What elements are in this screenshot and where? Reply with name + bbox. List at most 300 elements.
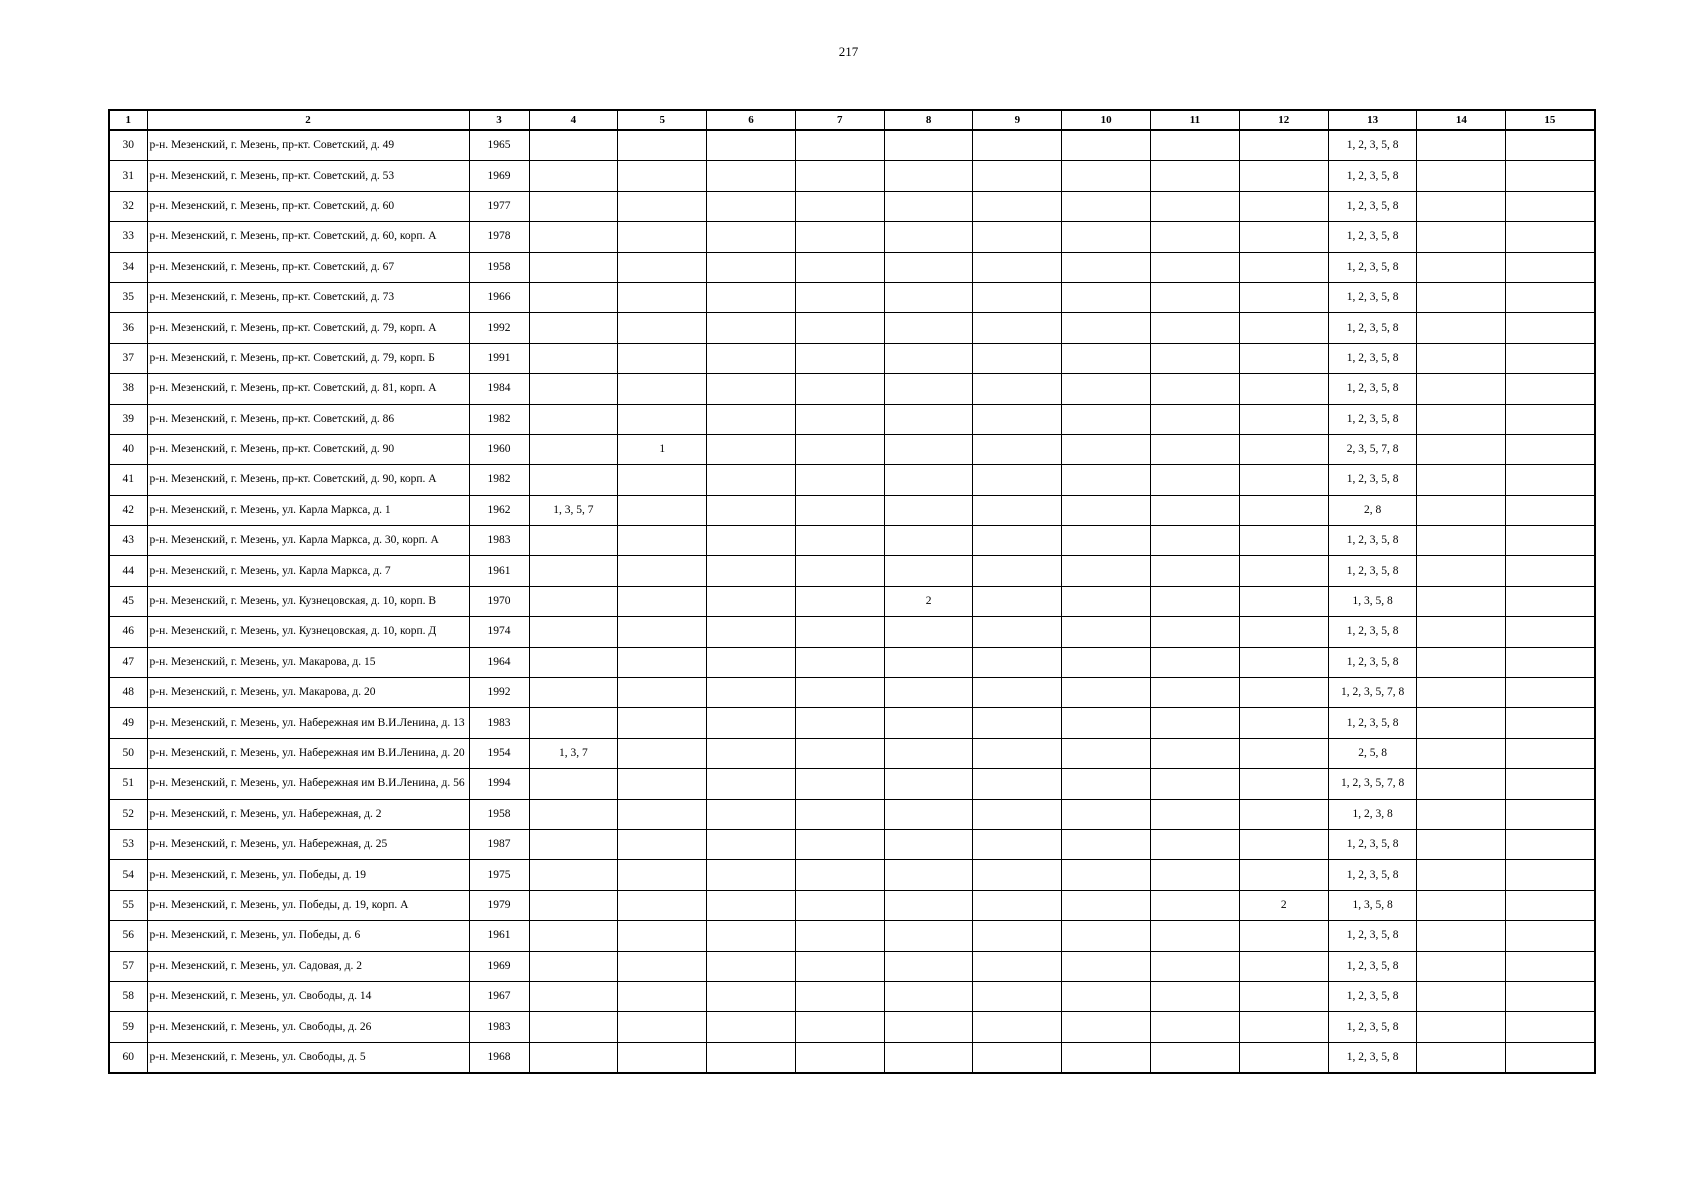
column-6-cell bbox=[707, 526, 796, 556]
column-7-cell bbox=[795, 829, 884, 859]
table-row bbox=[109, 647, 1595, 677]
column-12-cell bbox=[1239, 769, 1328, 799]
column-12-cell bbox=[1239, 313, 1328, 343]
column-14-cell bbox=[1417, 130, 1506, 161]
column-9-cell bbox=[973, 556, 1062, 586]
column-8-cell bbox=[884, 860, 973, 890]
column-header-4: 4 bbox=[529, 110, 618, 130]
column-header-2: 2 bbox=[147, 110, 469, 130]
row-number-cell: 49 bbox=[109, 708, 147, 738]
column-8-cell bbox=[884, 526, 973, 556]
column-12-cell bbox=[1239, 465, 1328, 495]
column-4-cell bbox=[529, 222, 618, 252]
column-5-cell bbox=[618, 161, 707, 191]
address-cell: р-н. Мезенский, г. Мезень, пр-кт. Советский, д. 73 bbox=[147, 282, 469, 312]
column-12-cell bbox=[1239, 191, 1328, 221]
address-cell: р-н. Мезенский, г. Мезень, ул. Кузнецовская, д. 10, корп. Д bbox=[147, 617, 469, 647]
column-15-cell bbox=[1506, 860, 1595, 890]
column-8-cell bbox=[884, 1042, 973, 1073]
column-5-cell bbox=[618, 191, 707, 221]
table-row bbox=[109, 313, 1595, 343]
column-14-cell bbox=[1417, 374, 1506, 404]
year-cell: 1977 bbox=[469, 191, 529, 221]
column-13-cell: 1, 2, 3, 5, 8 bbox=[1328, 191, 1417, 221]
column-11-cell bbox=[1151, 617, 1240, 647]
column-13-cell: 1, 2, 3, 5, 8 bbox=[1328, 708, 1417, 738]
table-row bbox=[109, 130, 1595, 161]
column-13-cell: 2, 3, 5, 7, 8 bbox=[1328, 434, 1417, 464]
column-9-cell bbox=[973, 343, 1062, 373]
column-6-cell bbox=[707, 191, 796, 221]
column-11-cell bbox=[1151, 374, 1240, 404]
table-row bbox=[109, 890, 1595, 920]
column-10-cell bbox=[1062, 130, 1151, 161]
column-11-cell bbox=[1151, 586, 1240, 616]
column-12-cell bbox=[1239, 1012, 1328, 1042]
address-cell: р-н. Мезенский, г. Мезень, ул. Карла Маркса, д. 30, корп. А bbox=[147, 526, 469, 556]
column-5-cell bbox=[618, 860, 707, 890]
address-cell: р-н. Мезенский, г. Мезень, пр-кт. Советский, д. 79, корп. Б bbox=[147, 343, 469, 373]
column-15-cell bbox=[1506, 829, 1595, 859]
column-13-cell: 1, 2, 3, 5, 8 bbox=[1328, 829, 1417, 859]
column-6-cell bbox=[707, 313, 796, 343]
column-8-cell bbox=[884, 678, 973, 708]
column-5-cell bbox=[618, 769, 707, 799]
column-15-cell bbox=[1506, 678, 1595, 708]
column-8-cell bbox=[884, 191, 973, 221]
column-12-cell bbox=[1239, 161, 1328, 191]
column-9-cell bbox=[973, 738, 1062, 768]
column-header-12: 12 bbox=[1239, 110, 1328, 130]
column-14-cell bbox=[1417, 1042, 1506, 1073]
column-15-cell bbox=[1506, 434, 1595, 464]
column-6-cell bbox=[707, 678, 796, 708]
table-row bbox=[109, 374, 1595, 404]
column-5-cell bbox=[618, 617, 707, 647]
column-7-cell bbox=[795, 981, 884, 1011]
column-14-cell bbox=[1417, 526, 1506, 556]
column-9-cell bbox=[973, 951, 1062, 981]
column-5-cell bbox=[618, 374, 707, 404]
column-6-cell bbox=[707, 981, 796, 1011]
row-number-cell: 42 bbox=[109, 495, 147, 525]
year-cell: 1992 bbox=[469, 313, 529, 343]
column-6-cell bbox=[707, 647, 796, 677]
column-15-cell bbox=[1506, 921, 1595, 951]
table-row bbox=[109, 1012, 1595, 1042]
column-11-cell bbox=[1151, 313, 1240, 343]
column-4-cell bbox=[529, 981, 618, 1011]
column-4-cell bbox=[529, 191, 618, 221]
column-6-cell bbox=[707, 586, 796, 616]
table-row bbox=[109, 951, 1595, 981]
column-header-9: 9 bbox=[973, 110, 1062, 130]
address-cell: р-н. Мезенский, г. Мезень, ул. Садовая, д. 2 bbox=[147, 951, 469, 981]
row-number-cell: 52 bbox=[109, 799, 147, 829]
column-14-cell bbox=[1417, 890, 1506, 920]
address-cell: р-н. Мезенский, г. Мезень, пр-кт. Советский, д. 90, корп. А bbox=[147, 465, 469, 495]
column-12-cell bbox=[1239, 981, 1328, 1011]
address-cell: р-н. Мезенский, г. Мезень, пр-кт. Советский, д. 53 bbox=[147, 161, 469, 191]
year-cell: 1961 bbox=[469, 556, 529, 586]
table-row bbox=[109, 1042, 1595, 1073]
column-9-cell bbox=[973, 252, 1062, 282]
column-10-cell bbox=[1062, 799, 1151, 829]
column-13-cell: 1, 2, 3, 5, 8 bbox=[1328, 1012, 1417, 1042]
column-5-cell bbox=[618, 282, 707, 312]
column-7-cell bbox=[795, 191, 884, 221]
column-14-cell bbox=[1417, 951, 1506, 981]
column-6-cell bbox=[707, 404, 796, 434]
column-9-cell bbox=[973, 465, 1062, 495]
column-8-cell bbox=[884, 343, 973, 373]
column-5-cell bbox=[618, 738, 707, 768]
year-cell: 1994 bbox=[469, 769, 529, 799]
column-10-cell bbox=[1062, 708, 1151, 738]
column-5-cell bbox=[618, 799, 707, 829]
table-row bbox=[109, 921, 1595, 951]
column-4-cell bbox=[529, 1042, 618, 1073]
row-number-cell: 48 bbox=[109, 678, 147, 708]
column-14-cell bbox=[1417, 769, 1506, 799]
page-number: 217 bbox=[838, 44, 859, 59]
column-11-cell bbox=[1151, 1012, 1240, 1042]
column-13-cell: 1, 2, 3, 5, 8 bbox=[1328, 860, 1417, 890]
table-row bbox=[109, 252, 1595, 282]
column-6-cell bbox=[707, 130, 796, 161]
column-5-cell bbox=[618, 981, 707, 1011]
column-15-cell bbox=[1506, 556, 1595, 586]
column-header-10: 10 bbox=[1062, 110, 1151, 130]
column-7-cell bbox=[795, 556, 884, 586]
column-10-cell bbox=[1062, 343, 1151, 373]
column-15-cell bbox=[1506, 951, 1595, 981]
column-8-cell bbox=[884, 921, 973, 951]
row-number-cell: 45 bbox=[109, 586, 147, 616]
column-9-cell bbox=[973, 678, 1062, 708]
address-cell: р-н. Мезенский, г. Мезень, ул. Набережная им В.И.Ленина, д. 20 bbox=[147, 738, 469, 768]
column-9-cell bbox=[973, 647, 1062, 677]
address-cell: р-н. Мезенский, г. Мезень, пр-кт. Советский, д. 49 bbox=[147, 130, 469, 161]
row-number-cell: 32 bbox=[109, 191, 147, 221]
column-11-cell bbox=[1151, 282, 1240, 312]
column-12-cell bbox=[1239, 404, 1328, 434]
column-14-cell bbox=[1417, 678, 1506, 708]
column-10-cell bbox=[1062, 647, 1151, 677]
column-7-cell bbox=[795, 374, 884, 404]
table-row bbox=[109, 708, 1595, 738]
row-number-cell: 37 bbox=[109, 343, 147, 373]
column-14-cell bbox=[1417, 829, 1506, 859]
column-12-cell bbox=[1239, 586, 1328, 616]
column-10-cell bbox=[1062, 282, 1151, 312]
column-9-cell bbox=[973, 526, 1062, 556]
column-10-cell bbox=[1062, 860, 1151, 890]
column-11-cell bbox=[1151, 708, 1240, 738]
column-15-cell bbox=[1506, 708, 1595, 738]
column-8-cell bbox=[884, 981, 973, 1011]
column-11-cell bbox=[1151, 799, 1240, 829]
table-row bbox=[109, 191, 1595, 221]
column-9-cell bbox=[973, 860, 1062, 890]
column-13-cell: 1, 2, 3, 5, 8 bbox=[1328, 1042, 1417, 1073]
year-cell: 1983 bbox=[469, 708, 529, 738]
column-14-cell bbox=[1417, 556, 1506, 586]
column-header-1: 1 bbox=[109, 110, 147, 130]
row-number-cell: 57 bbox=[109, 951, 147, 981]
column-13-cell: 1, 2, 3, 5, 8 bbox=[1328, 161, 1417, 191]
column-10-cell bbox=[1062, 981, 1151, 1011]
row-number-cell: 40 bbox=[109, 434, 147, 464]
column-15-cell bbox=[1506, 981, 1595, 1011]
column-6-cell bbox=[707, 708, 796, 738]
column-8-cell bbox=[884, 374, 973, 404]
table-row bbox=[109, 556, 1595, 586]
row-number-cell: 54 bbox=[109, 860, 147, 890]
column-15-cell bbox=[1506, 769, 1595, 799]
column-7-cell bbox=[795, 860, 884, 890]
column-13-cell: 1, 3, 5, 8 bbox=[1328, 890, 1417, 920]
column-9-cell bbox=[973, 282, 1062, 312]
address-cell: р-н. Мезенский, г. Мезень, ул. Победы, д. 19, корп. А bbox=[147, 890, 469, 920]
column-6-cell bbox=[707, 252, 796, 282]
column-13-cell: 1, 2, 3, 5, 8 bbox=[1328, 647, 1417, 677]
column-5-cell bbox=[618, 951, 707, 981]
column-9-cell bbox=[973, 617, 1062, 647]
column-7-cell bbox=[795, 252, 884, 282]
column-4-cell bbox=[529, 890, 618, 920]
column-6-cell bbox=[707, 556, 796, 586]
table-row bbox=[109, 222, 1595, 252]
column-7-cell bbox=[795, 161, 884, 191]
address-cell: р-н. Мезенский, г. Мезень, ул. Набережная им В.И.Ленина, д. 56 bbox=[147, 769, 469, 799]
column-7-cell bbox=[795, 526, 884, 556]
column-8-cell bbox=[884, 465, 973, 495]
column-15-cell bbox=[1506, 343, 1595, 373]
column-4-cell bbox=[529, 526, 618, 556]
row-number-cell: 58 bbox=[109, 981, 147, 1011]
column-13-cell: 1, 2, 3, 5, 8 bbox=[1328, 313, 1417, 343]
address-cell: р-н. Мезенский, г. Мезень, ул. Свободы, д. 5 bbox=[147, 1042, 469, 1073]
table-row bbox=[109, 526, 1595, 556]
column-12-cell: 2 bbox=[1239, 890, 1328, 920]
column-4-cell bbox=[529, 434, 618, 464]
column-6-cell bbox=[707, 282, 796, 312]
column-12-cell bbox=[1239, 495, 1328, 525]
column-7-cell bbox=[795, 222, 884, 252]
column-13-cell: 2, 8 bbox=[1328, 495, 1417, 525]
column-4-cell bbox=[529, 313, 618, 343]
column-header-15: 15 bbox=[1506, 110, 1595, 130]
column-15-cell bbox=[1506, 465, 1595, 495]
row-number-cell: 34 bbox=[109, 252, 147, 282]
column-13-cell: 1, 2, 3, 5, 7, 8 bbox=[1328, 769, 1417, 799]
column-11-cell bbox=[1151, 921, 1240, 951]
column-12-cell bbox=[1239, 829, 1328, 859]
column-13-cell: 1, 2, 3, 5, 8 bbox=[1328, 282, 1417, 312]
table-row bbox=[109, 465, 1595, 495]
column-7-cell bbox=[795, 647, 884, 677]
column-10-cell bbox=[1062, 374, 1151, 404]
column-4-cell bbox=[529, 1012, 618, 1042]
column-14-cell bbox=[1417, 647, 1506, 677]
column-14-cell bbox=[1417, 495, 1506, 525]
column-6-cell bbox=[707, 617, 796, 647]
column-6-cell bbox=[707, 860, 796, 890]
column-9-cell bbox=[973, 374, 1062, 404]
column-7-cell bbox=[795, 678, 884, 708]
year-cell: 1978 bbox=[469, 222, 529, 252]
column-7-cell bbox=[795, 465, 884, 495]
column-4-cell bbox=[529, 829, 618, 859]
column-11-cell bbox=[1151, 252, 1240, 282]
column-6-cell bbox=[707, 495, 796, 525]
column-4-cell bbox=[529, 860, 618, 890]
column-8-cell bbox=[884, 829, 973, 859]
column-11-cell bbox=[1151, 647, 1240, 677]
column-8-cell: 2 bbox=[884, 586, 973, 616]
column-14-cell bbox=[1417, 799, 1506, 829]
column-5-cell bbox=[618, 708, 707, 738]
column-header-14: 14 bbox=[1417, 110, 1506, 130]
column-11-cell bbox=[1151, 556, 1240, 586]
address-cell: р-н. Мезенский, г. Мезень, ул. Карла Маркса, д. 1 bbox=[147, 495, 469, 525]
row-number-cell: 31 bbox=[109, 161, 147, 191]
column-7-cell bbox=[795, 617, 884, 647]
row-number-cell: 60 bbox=[109, 1042, 147, 1073]
column-15-cell bbox=[1506, 799, 1595, 829]
column-15-cell bbox=[1506, 252, 1595, 282]
column-6-cell bbox=[707, 161, 796, 191]
column-10-cell bbox=[1062, 678, 1151, 708]
column-13-cell: 1, 2, 3, 5, 8 bbox=[1328, 617, 1417, 647]
column-15-cell bbox=[1506, 1042, 1595, 1073]
column-14-cell bbox=[1417, 738, 1506, 768]
column-4-cell bbox=[529, 586, 618, 616]
column-6-cell bbox=[707, 1042, 796, 1073]
column-10-cell bbox=[1062, 404, 1151, 434]
year-cell: 1979 bbox=[469, 890, 529, 920]
column-11-cell bbox=[1151, 495, 1240, 525]
column-8-cell bbox=[884, 161, 973, 191]
column-9-cell bbox=[973, 586, 1062, 616]
column-11-cell bbox=[1151, 981, 1240, 1011]
column-8-cell bbox=[884, 769, 973, 799]
column-7-cell bbox=[795, 313, 884, 343]
table-row bbox=[109, 282, 1595, 312]
row-number-cell: 53 bbox=[109, 829, 147, 859]
year-cell: 1967 bbox=[469, 981, 529, 1011]
column-12-cell bbox=[1239, 526, 1328, 556]
column-9-cell bbox=[973, 799, 1062, 829]
table-row bbox=[109, 404, 1595, 434]
column-4-cell bbox=[529, 130, 618, 161]
column-4-cell bbox=[529, 343, 618, 373]
column-8-cell bbox=[884, 556, 973, 586]
column-7-cell bbox=[795, 1042, 884, 1073]
column-11-cell bbox=[1151, 738, 1240, 768]
column-4-cell bbox=[529, 282, 618, 312]
column-14-cell bbox=[1417, 313, 1506, 343]
column-4-cell bbox=[529, 556, 618, 586]
column-7-cell bbox=[795, 495, 884, 525]
address-cell: р-н. Мезенский, г. Мезень, пр-кт. Советский, д. 90 bbox=[147, 434, 469, 464]
year-cell: 1970 bbox=[469, 586, 529, 616]
table-row bbox=[109, 829, 1595, 859]
column-4-cell bbox=[529, 404, 618, 434]
table-row bbox=[109, 495, 1595, 525]
year-cell: 1982 bbox=[469, 404, 529, 434]
table-body bbox=[109, 130, 1595, 1073]
column-header-13: 13 bbox=[1328, 110, 1417, 130]
column-11-cell bbox=[1151, 860, 1240, 890]
column-13-cell: 1, 2, 3, 5, 8 bbox=[1328, 222, 1417, 252]
column-10-cell bbox=[1062, 313, 1151, 343]
column-4-cell bbox=[529, 617, 618, 647]
column-9-cell bbox=[973, 1012, 1062, 1042]
column-14-cell bbox=[1417, 404, 1506, 434]
column-14-cell bbox=[1417, 708, 1506, 738]
column-12-cell bbox=[1239, 921, 1328, 951]
column-14-cell bbox=[1417, 434, 1506, 464]
column-8-cell bbox=[884, 222, 973, 252]
column-header-5: 5 bbox=[618, 110, 707, 130]
row-number-cell: 43 bbox=[109, 526, 147, 556]
column-15-cell bbox=[1506, 495, 1595, 525]
column-12-cell bbox=[1239, 130, 1328, 161]
column-13-cell: 1, 2, 3, 5, 8 bbox=[1328, 252, 1417, 282]
column-12-cell bbox=[1239, 252, 1328, 282]
column-14-cell bbox=[1417, 1012, 1506, 1042]
column-11-cell bbox=[1151, 161, 1240, 191]
column-12-cell bbox=[1239, 343, 1328, 373]
column-6-cell bbox=[707, 222, 796, 252]
column-8-cell bbox=[884, 647, 973, 677]
column-4-cell bbox=[529, 769, 618, 799]
column-5-cell bbox=[618, 252, 707, 282]
column-15-cell bbox=[1506, 738, 1595, 768]
column-11-cell bbox=[1151, 1042, 1240, 1073]
address-cell: р-н. Мезенский, г. Мезень, ул. Карла Маркса, д. 7 bbox=[147, 556, 469, 586]
address-cell: р-н. Мезенский, г. Мезень, ул. Набережная им В.И.Ленина, д. 13 bbox=[147, 708, 469, 738]
column-10-cell bbox=[1062, 434, 1151, 464]
column-header-11: 11 bbox=[1151, 110, 1240, 130]
column-12-cell bbox=[1239, 617, 1328, 647]
column-5-cell bbox=[618, 526, 707, 556]
column-15-cell bbox=[1506, 282, 1595, 312]
column-13-cell: 1, 2, 3, 8 bbox=[1328, 799, 1417, 829]
row-number-cell: 39 bbox=[109, 404, 147, 434]
year-cell: 1975 bbox=[469, 860, 529, 890]
column-5-cell bbox=[618, 343, 707, 373]
year-cell: 1961 bbox=[469, 921, 529, 951]
column-15-cell bbox=[1506, 130, 1595, 161]
housing-register-table bbox=[108, 109, 1596, 1074]
column-13-cell: 1, 2, 3, 5, 8 bbox=[1328, 921, 1417, 951]
column-7-cell bbox=[795, 586, 884, 616]
column-8-cell bbox=[884, 404, 973, 434]
column-10-cell bbox=[1062, 890, 1151, 920]
column-10-cell bbox=[1062, 586, 1151, 616]
column-15-cell bbox=[1506, 1012, 1595, 1042]
year-cell: 1960 bbox=[469, 434, 529, 464]
year-cell: 1966 bbox=[469, 282, 529, 312]
column-9-cell bbox=[973, 313, 1062, 343]
column-5-cell bbox=[618, 130, 707, 161]
row-number-cell: 56 bbox=[109, 921, 147, 951]
column-9-cell bbox=[973, 222, 1062, 252]
year-cell: 1954 bbox=[469, 738, 529, 768]
